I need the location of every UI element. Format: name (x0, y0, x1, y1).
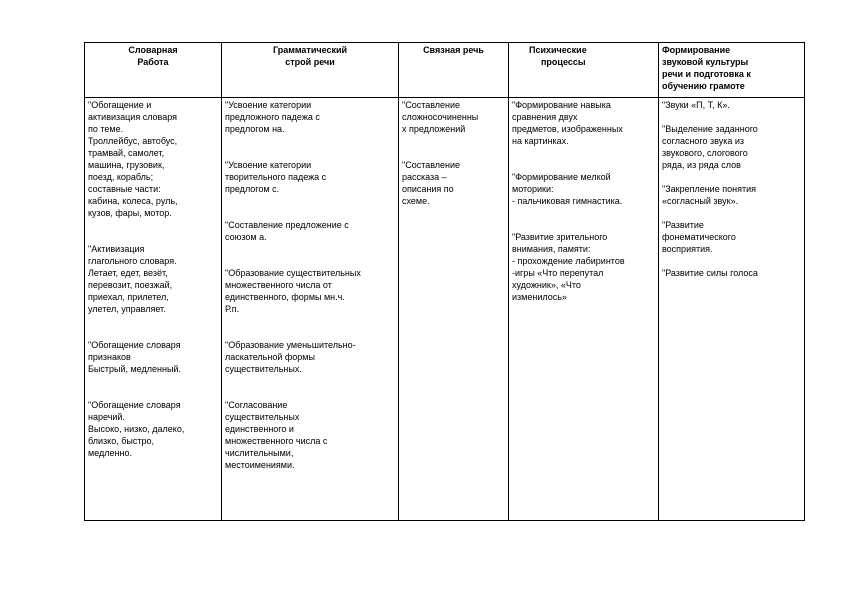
cell-grammar (222, 98, 399, 521)
block: "Усвоение категории творительного падежа с предлогом с. (225, 160, 327, 194)
cell-mental-processes (509, 98, 659, 521)
block: "Закрепление понятия «согласный звук». (662, 184, 756, 206)
header-grammar: Грамматический строй речи (222, 43, 399, 98)
block: "Составление сложносочиненны х предложений (402, 100, 479, 134)
header-sound-culture: Формирование звуковой культуры речи и подготовка к обучению грамоте (659, 43, 805, 98)
header-coherent-speech: Связная речь (399, 43, 509, 98)
block: "Образование уменьшительно- ласкательной формы существительных. (225, 340, 356, 374)
block: "Согласование существительных единственного и множественного числа с числительными, местоимениями. (225, 400, 328, 470)
block: "Формирование навыка сравнения двух предметов, изображенных на картинках. (512, 100, 623, 146)
block: "Обогащение словаря признаков Быстрый, медленный. (88, 340, 181, 374)
block: "Развитие фонематического восприятия. (662, 220, 736, 254)
block: "Составление предложение с союзом а. (225, 220, 349, 242)
block: "Обогащение и активизация словаря по теме. Троллейбус, автобус, трамвай, самолет, машина, грузовик, поезд, корабль; составные части: кабина, колеса, руль, кузов, фары, мотор. (88, 100, 178, 218)
cell-coherent-speech (399, 98, 509, 521)
content-row (85, 98, 805, 521)
header-row (85, 43, 805, 98)
block: "Составление рассказа – описания по схеме. (402, 160, 461, 206)
block: "Активизация глагольного словаря. Летает, едет, везёт, перевозит, поезжай, приехал, прилетел, улетел, управляет. (88, 244, 177, 314)
block: "Образование существительных множественного числа от единственного, формы мн.ч. Р.п. (225, 268, 361, 314)
block: "Развитие зрительного внимания, памяти: - прохождение лабиринтов -игры «Что перепутал художник», «Что изменилось» (512, 232, 625, 302)
cell-sound-culture (659, 98, 805, 521)
block: "Усвоение категории предложного падежа с предлогом на. (225, 100, 320, 134)
block: "Развитие силы голоса (662, 268, 758, 278)
block: "Формирование мелкой моторики: - пальчиковая гимнастика. (512, 172, 623, 206)
block: "Выделение заданного согласного звука из звукового, слогового ряда, из ряда слов (662, 124, 758, 170)
header-vocabulary: Словарная Работа (85, 43, 222, 98)
block: "Звуки «П, Т, К». (662, 100, 730, 110)
lesson-plan-table (84, 42, 805, 521)
block: "Обогащение словаря наречий. Высоко, низко, далеко, близко, быстро, медленно. (88, 400, 185, 458)
cell-vocabulary (85, 98, 222, 521)
header-mental-processes: Психические процессы (509, 43, 659, 98)
